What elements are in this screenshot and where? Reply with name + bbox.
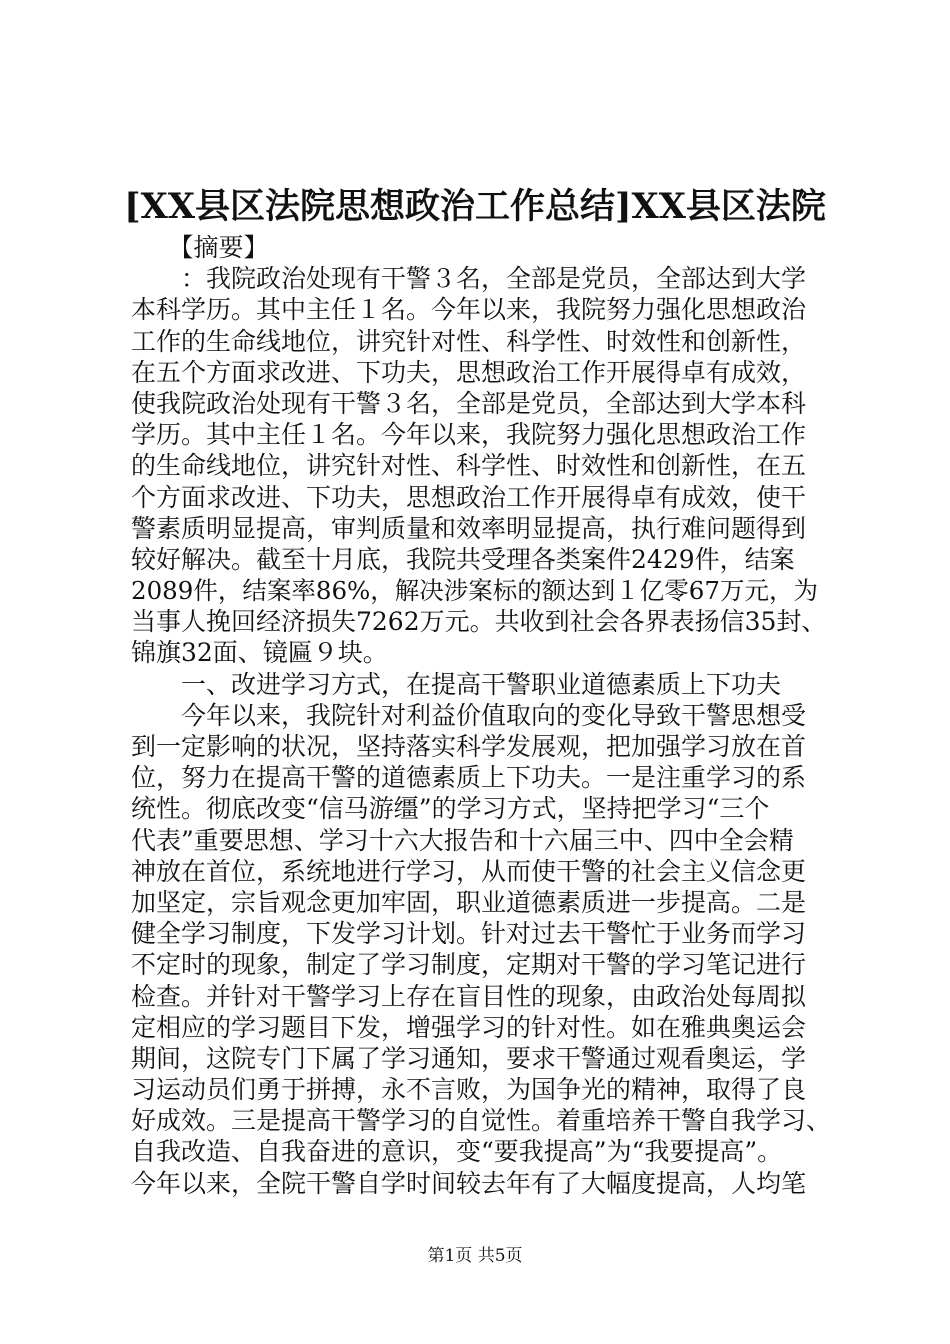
text-line: 健全学习制度，下发学习计划。针对过去干警忙于业务而学习 — [131, 919, 807, 949]
text-line: 学历。其中主任１名。今年以来，我院努力强化思想政治工作 — [131, 420, 807, 450]
text-line: 检查。并针对干警学习上存在盲目性的现象，由政治处每周拟 — [131, 981, 807, 1011]
text-line: 好成效。三是提高干警学习的自觉性。着重培养干警自我学习、 — [131, 1106, 831, 1136]
text-line: 加坚定，宗旨观念更加牢固，职业道德素质进一步提高。二是 — [131, 887, 807, 917]
text-line: 2089件，结案率86%，解决涉案标的额达到１亿零67万元，为 — [131, 576, 818, 606]
text-line: 统性。彻底改变“信马游缰”的学习方式，坚持把学习“三个 — [131, 794, 770, 824]
text-line: 代表”重要思想、学习十六大报告和十六届三中、四中全会精 — [131, 825, 794, 855]
text-line: 神放在首位，系统地进行学习，从而使干警的社会主义信念更 — [131, 856, 807, 886]
text-line: 工作的生命线地位，讲究针对性、科学性、时效性和创新性， — [131, 326, 807, 356]
text-line: 本科学历。其中主任１名。今年以来，我院努力强化思想政治 — [131, 295, 807, 325]
text-line: 习运动员们勇于拼搏，永不言败，为国争光的精神，取得了良 — [131, 1075, 807, 1105]
text-line: 自我改造、自我奋进的意识，变“要我提高”为“我要提高”。 — [131, 1137, 783, 1167]
text-line: 锦旗32面、镜匾９块。 — [131, 638, 388, 668]
page-footer: 第1页 共5页 — [427, 1246, 523, 1266]
text-line: 当事人挽回经济损失7262万元。共收到社会各界表扬信35封、 — [131, 607, 827, 637]
text-line: ：我院政治处现有干警３名，全部是党员，全部达到大学 — [131, 264, 807, 294]
document-body — [131, 232, 831, 1199]
text-line: 的生命线地位，讲究针对性、科学性、时效性和创新性，在五 — [131, 451, 807, 481]
text-line: 期间，这院专门下属了学习通知，要求干警通过观看奥运，学 — [131, 1043, 807, 1073]
text-line: 今年以来，我院针对利益价值取向的变化导致干警思想受 — [131, 700, 807, 730]
text-line: 今年以来，全院干警自学时间较去年有了大幅度提高，人均笔 — [131, 1168, 807, 1198]
text-line: 在五个方面求改进、下功夫，思想政治工作开展得卓有成效， — [131, 357, 807, 387]
text-line: 较好解决。截至十月底，我院共受理各类案件2429件，结案 — [131, 544, 795, 574]
text-line: 警素质明显提高，审判质量和效率明显提高，执行难问题得到 — [131, 513, 807, 543]
text-line: 到一定影响的状况，坚持落实科学发展观，把加强学习放在首 — [131, 732, 807, 761]
text-line: 位，努力在提高干警的道德素质上下功夫。一是注重学习的系 — [131, 763, 807, 793]
text-line: 不定时的现象，制定了学习制度，定期对干警的学习笔记进行 — [131, 950, 807, 980]
text-line: 使我院政治处现有干警３名，全部是党员，全部达到大学本科 — [131, 388, 807, 418]
text-line: 一、改进学习方式，在提高干警职业道德素质上下功夫 — [131, 669, 782, 699]
text-line: 定相应的学习题目下发，增强学习的针对性。如在雅典奥运会 — [131, 1012, 807, 1042]
document-title: [XX县区法院思想政治工作总结]XX县区法院 — [124, 186, 826, 227]
text-line: 个方面求改进、下功夫，思想政治工作开展得卓有成效，使干 — [131, 482, 807, 512]
text-line: 【摘要】 — [131, 233, 269, 262]
